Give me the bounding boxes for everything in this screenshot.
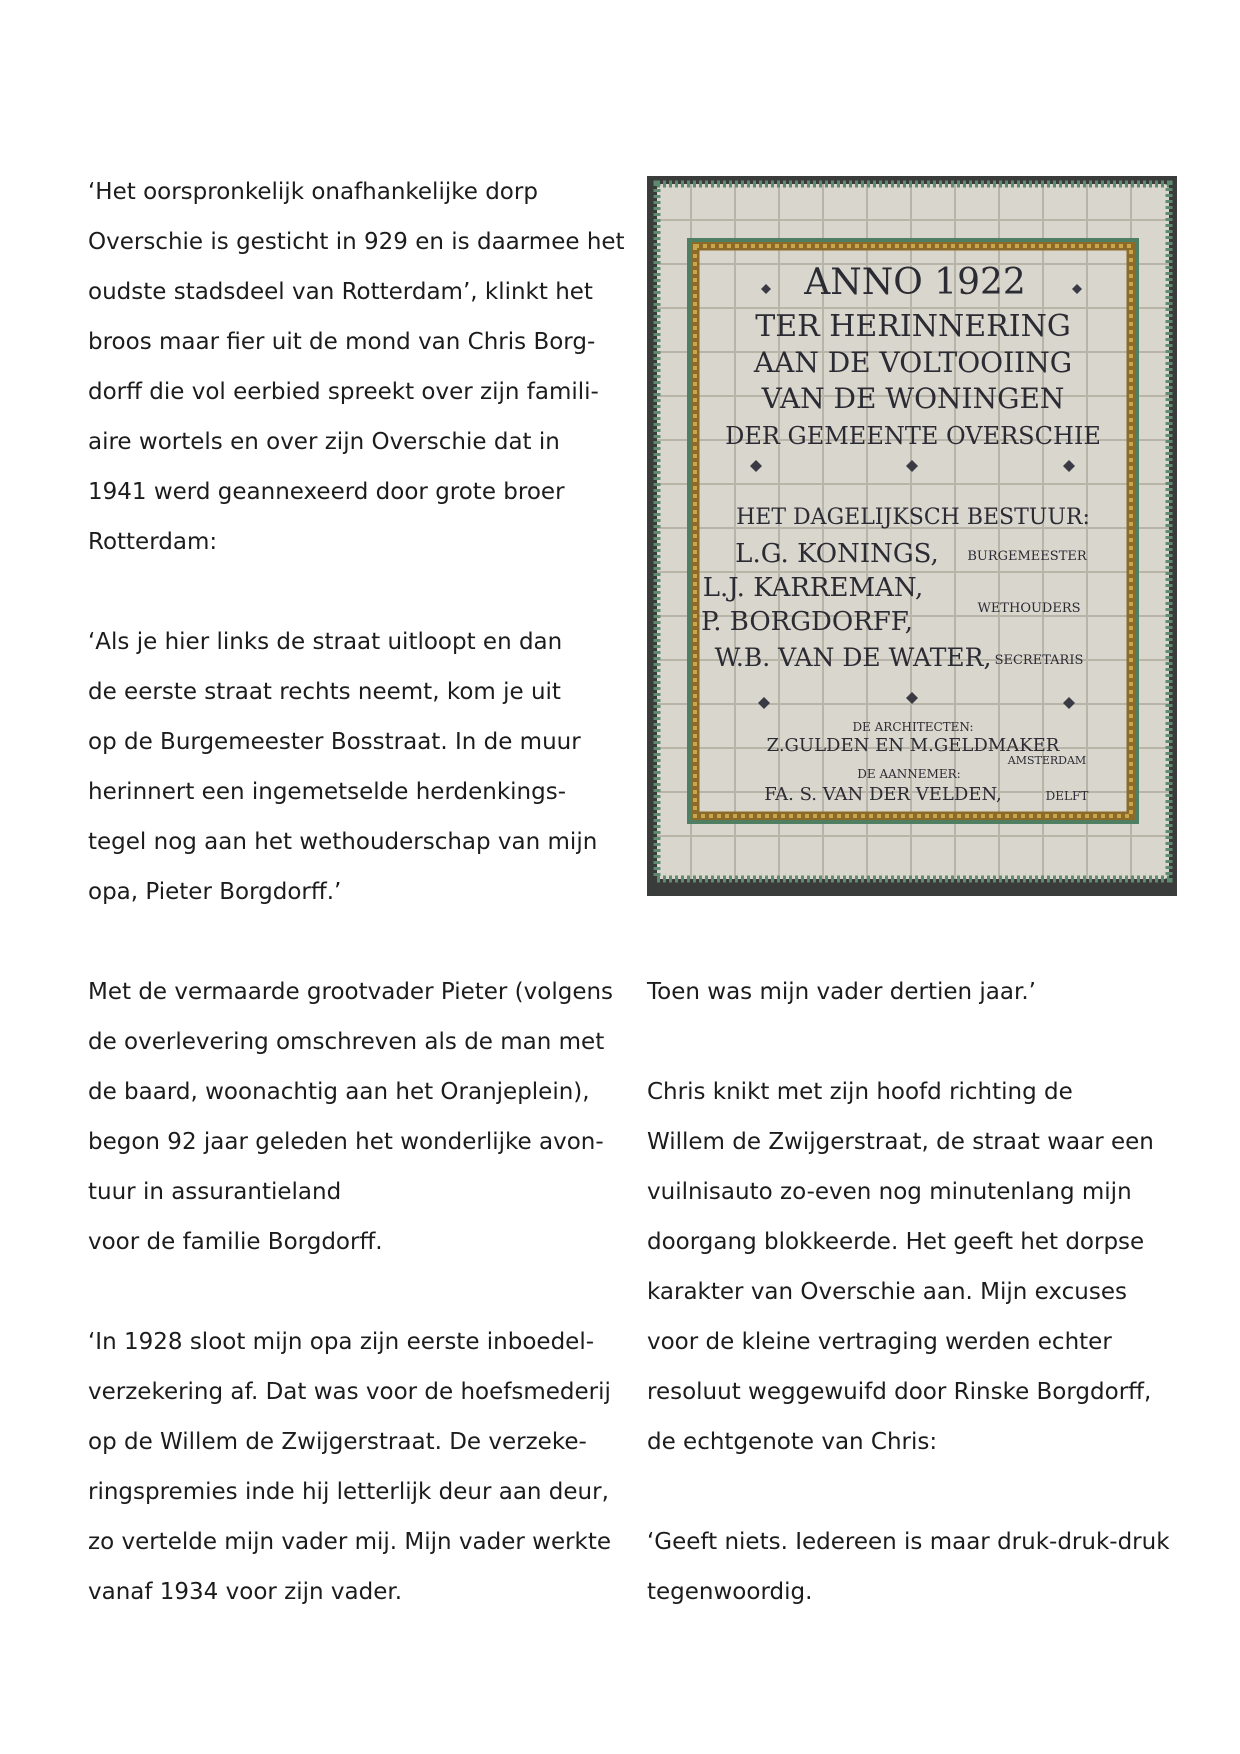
text-line: ‘Geeft niets. Iedereen is maar druk-druk-druk: [647, 1529, 1170, 1555]
text-line: karakter van Overschie aan. Mijn excuses: [647, 1279, 1127, 1305]
text-line: Rotterdam:: [88, 529, 218, 555]
tablet-member-2: L.J. KARREMAN,: [702, 573, 924, 603]
text-line: op de Burgemeester Bosstraat. In de muur: [88, 729, 581, 755]
text-line: Met de vermaarde grootvader Pieter (volgens: [88, 979, 614, 1005]
paragraph-gap: [88, 567, 628, 617]
memorial-tablet-photo: [647, 176, 1177, 896]
tablet-line-2: TER HERINNERING: [755, 309, 1071, 344]
text-line: de eerste straat rechts neemt, kom je uit: [88, 679, 561, 705]
tablet-member-4-role: SECRETARIS: [994, 653, 1084, 668]
tablet-line-3: AAN DE VOLTOOIING: [753, 346, 1073, 379]
tablet-member-4: W.B. VAN DE WATER,: [714, 643, 992, 672]
tablet-member-1: L.G. KONINGS,: [735, 539, 939, 569]
text-line: resoluut weggewuifd door Rinske Borgdorff,: [647, 1379, 1152, 1405]
tablet-board-heading: HET DAGELIJKSCH BESTUUR:: [736, 505, 1090, 530]
paragraph-gap: [647, 1017, 1187, 1067]
text-line: de echtgenote van Chris:: [647, 1429, 938, 1455]
text-line: vuilnisauto zo-even nog minutenlang mijn: [647, 1179, 1132, 1205]
tablet-member-3: P. BORGDORFF,: [700, 607, 914, 637]
tablet-architects: Z.GULDEN EN M.GELDMAKER: [766, 735, 1060, 756]
text-line: ‘Het oorspronkelijk onafhankelijke dorp: [88, 179, 538, 205]
right-column-bottom: [647, 967, 1187, 1617]
text-line: zo vertelde mijn vader mij. Mijn vader werkte: [88, 1529, 612, 1555]
text-line: begon 92 jaar geleden het wonderlijke avon-: [88, 1129, 604, 1155]
text-line: doorgang blokkeerde. Het geeft het dorpse: [647, 1229, 1145, 1255]
tablet-architects-city: AMSTERDAM: [1007, 754, 1087, 767]
paragraph-gap: [647, 1467, 1187, 1517]
text-line: oudste stadsdeel van Rotterdam’, klinkt het: [88, 279, 593, 305]
text-line: Toen was mijn vader dertien jaar.’: [647, 979, 1036, 1005]
text-line: de baard, woonachtig aan het Oranjeplein),: [88, 1079, 590, 1105]
text-line: Overschie is gesticht in 929 en is daarmee het: [88, 229, 625, 255]
left-column-top: [88, 167, 628, 917]
paragraph-gap: [88, 1267, 628, 1317]
text-line: voor de familie Borgdorff.: [88, 1229, 383, 1255]
tablet-line-5: DER GEMEENTE OVERSCHIE: [725, 422, 1101, 450]
text-line: verzekering af. Dat was voor de hoefsmederij: [88, 1379, 611, 1405]
text-line: de overlevering omschreven als de man met: [88, 1029, 605, 1055]
text-line: ringspremies inde hij letterlijk deur aan deur,: [88, 1479, 609, 1505]
tablet-builder-label: DE AANNEMER:: [857, 767, 961, 781]
tablet-line-4: VAN DE WONINGEN: [761, 382, 1065, 415]
tablet-builder-city: DELFT: [1045, 789, 1089, 803]
text-line: opa, Pieter Borgdorff.’: [88, 879, 342, 905]
text-line: Chris knikt met zijn hoofd richting de: [647, 1079, 1073, 1105]
tablet-member-2-role: WETHOUDERS: [977, 601, 1081, 616]
text-line: Willem de Zwijgerstraat, de straat waar een: [647, 1129, 1154, 1155]
text-line: ‘Als je hier links de straat uitloopt en dan: [88, 629, 563, 655]
text-line: vanaf 1934 voor zijn vader.: [88, 1579, 403, 1605]
text-line: aire wortels en over zijn Overschie dat in: [88, 429, 560, 455]
text-line: 1941 werd geannexeerd door grote broer: [88, 479, 565, 505]
text-line: dorff die vol eerbied spreekt over zijn famili-: [88, 379, 599, 405]
text-line: tegenwoordig.: [647, 1579, 813, 1605]
tablet-line-1: ANNO 1922: [804, 262, 1026, 303]
text-line: ‘In 1928 sloot mijn opa zijn eerste inboedel-: [88, 1329, 595, 1355]
text-line: tegel nog aan het wethouderschap van mijn: [88, 829, 598, 855]
tablet-member-1-role: BURGEMEESTER: [967, 549, 1087, 564]
left-column-bottom: [88, 967, 628, 1617]
text-line: broos maar fier uit de mond van Chris Borg-: [88, 329, 596, 355]
text-line: tuur in assurantieland: [88, 1179, 342, 1205]
tablet-builder: FA. S. VAN DER VELDEN,: [764, 784, 1002, 805]
text-line: op de Willem de Zwijgerstraat. De verzeke-: [88, 1429, 587, 1455]
tablet-architects-label: DE ARCHITECTEN:: [852, 720, 974, 734]
text-line: voor de kleine vertraging werden echter: [647, 1329, 1112, 1355]
text-line: herinnert een ingemetselde herdenkings-: [88, 779, 567, 805]
